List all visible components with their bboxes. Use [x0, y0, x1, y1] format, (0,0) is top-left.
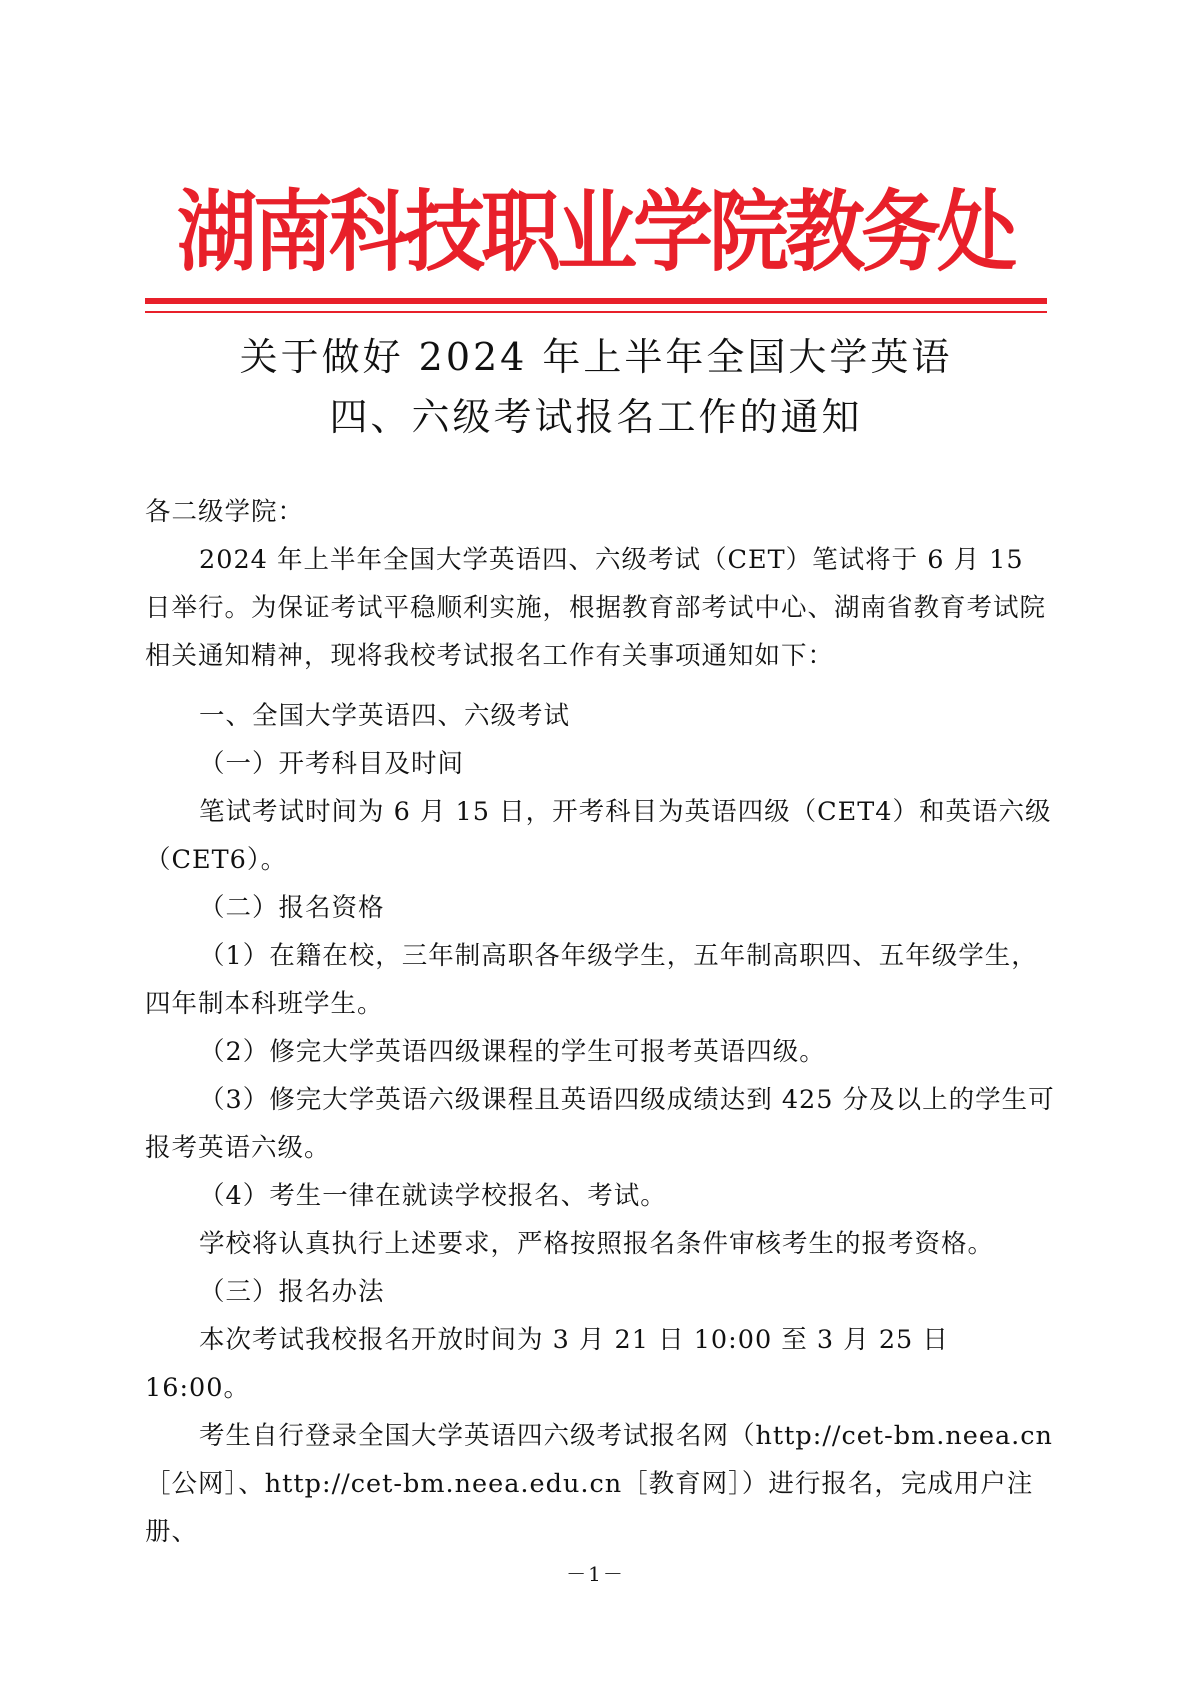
subsection-1-text: 笔试考试时间为 6 月 15 日，开考科目为英语四级（CET4）和英语六级（CET6）。: [145, 797, 1052, 875]
eligibility-item-4: （4）考生一律在就读学校报名、考试。: [199, 1181, 667, 1211]
title-line-2: 四、六级考试报名工作的通知: [329, 395, 863, 439]
subsection-heading-2: （二）报名资格: [199, 893, 385, 923]
salutation: 各二级学院：: [145, 497, 305, 527]
registration-time: 本次考试我校报名开放时间为 3 月 21 日 10:00 至 3 月 25 日 16:00。: [145, 1325, 949, 1403]
page-number: －1－: [566, 1562, 625, 1586]
letterhead-organization: 湖南科技职业学院教务处: [177, 181, 1013, 284]
intro-paragraph: 2024 年上半年全国大学英语四、六级考试（CET）笔试将于 6 月 15 日举行。为保证考试平稳顺利实施，根据教育部考试中心、湖南省教育考试院相关通知精神，现将我校考试报名工作有关事项通知如下：: [145, 545, 1047, 671]
subsection-heading-3: （三）报名办法: [199, 1277, 385, 1307]
eligibility-item-1: （1）在籍在校，三年制高职各年级学生，五年制高职四、五年级学生，四年制本科班学生。: [145, 941, 1038, 1019]
review-note: 学校将认真执行上述要求，严格按照报名条件审核考生的报考资格。: [199, 1229, 995, 1259]
letterhead-rule-thin: [145, 311, 1047, 313]
eligibility-item-3: （3）修完大学英语六级课程且英语四级成绩达到 425 分及以上的学生可报考英语六级。: [145, 1085, 1055, 1163]
letterhead-rule-thick: [145, 298, 1047, 304]
title-line-1: 关于做好 2024 年上半年全国大学英语: [239, 335, 953, 379]
eligibility-item-2: （2）修完大学英语四级课程的学生可报考英语四级。: [199, 1037, 826, 1067]
document-title: [145, 327, 1047, 447]
section-heading-1: 一、全国大学英语四、六级考试: [199, 701, 571, 731]
registration-site: 考生自行登录全国大学英语四六级考试报名网（http://cet-bm.neea.cn［公网］、http://cet-bm.neea.edu.cn［教育网］）进行报名，完成用户注册、: [145, 1421, 1053, 1547]
subsection-heading-1: （一）开考科目及时间: [199, 749, 465, 779]
document-body: [145, 488, 1057, 1556]
